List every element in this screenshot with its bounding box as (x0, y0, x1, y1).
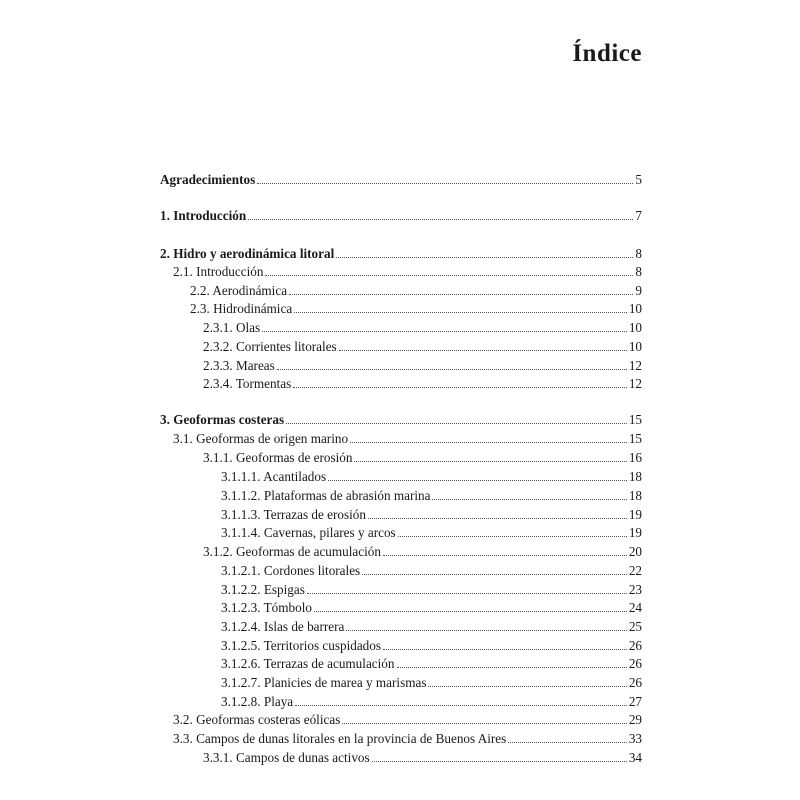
dot-leader (248, 219, 633, 220)
toc-entry-page-number: 12 (628, 376, 642, 391)
toc-entry-page-number: 19 (628, 525, 642, 540)
toc-entry (160, 244, 642, 262)
toc-entry-page-number: 7 (635, 208, 642, 223)
dot-leader (383, 555, 627, 556)
toc-entry-label: 3.1.2.3. Tómbolo (221, 600, 312, 615)
dot-leader (368, 518, 627, 519)
toc-entry (160, 410, 642, 428)
dot-leader (294, 312, 627, 313)
dot-leader (339, 350, 627, 351)
dot-leader (295, 705, 627, 706)
toc-entry (221, 636, 642, 654)
toc-entry (190, 281, 642, 299)
toc-entry-label: 3.1.2.7. Planicies de marea y marismas (221, 675, 427, 690)
toc-entry-page-number: 15 (628, 431, 642, 446)
toc-entry-label: 3.1.1. Geoformas de erosión (203, 450, 353, 465)
toc-entry-page-number: 10 (628, 339, 642, 354)
toc-entry (173, 262, 642, 280)
toc-entry-page-number: 18 (628, 469, 642, 484)
toc-entry-page-number: 10 (628, 301, 642, 316)
toc-entry-page-number: 9 (635, 283, 642, 298)
toc-entry-page-number: 29 (628, 712, 642, 727)
dot-leader (262, 331, 627, 332)
dot-leader (286, 423, 627, 424)
toc-entry-label: 3.1.2. Geoformas de acumulación (203, 544, 381, 559)
toc-entry-page-number: 5 (635, 172, 642, 187)
toc-entry-label: 2.1. Introducción (173, 264, 264, 279)
toc-entry (203, 448, 642, 466)
toc-entry-page-number: 24 (628, 600, 642, 615)
dot-leader (398, 536, 627, 537)
toc-entry-page-number: 19 (628, 507, 642, 522)
dot-leader (354, 461, 626, 462)
dot-leader (350, 442, 627, 443)
toc-entry-page-number: 15 (628, 412, 642, 427)
dot-leader (328, 480, 627, 481)
toc-entry (203, 748, 642, 766)
toc-entry (203, 374, 642, 392)
toc-entry-page-number: 10 (628, 320, 642, 335)
toc-entry-page-number: 26 (628, 656, 642, 671)
dot-leader (336, 257, 633, 258)
dot-leader (289, 294, 633, 295)
dot-leader (277, 369, 627, 370)
toc-entry (160, 206, 642, 224)
toc-entry (173, 429, 642, 447)
toc-entry-page-number: 8 (635, 246, 642, 261)
toc-entry-label: 3.1.1.1. Acantilados (221, 469, 327, 484)
dot-leader (342, 723, 626, 724)
toc-entry-label: 3.2. Geoformas costeras eólicas (173, 712, 341, 727)
toc-entry (173, 710, 642, 728)
toc-entry-label: 2.2. Aerodinámica (190, 283, 288, 298)
toc-entry-label: 1. Introducción (160, 208, 247, 223)
dot-leader (307, 593, 627, 594)
toc-entry (221, 505, 642, 523)
toc-entry (221, 598, 642, 616)
toc-entry-label: 3. Geoformas costeras (160, 412, 285, 427)
toc-entry-label: 2.3.1. Olas (203, 320, 261, 335)
toc-entry-page-number: 18 (628, 488, 642, 503)
toc-entry-label: 3.1.1.4. Cavernas, pilares y arcos (221, 525, 396, 540)
dot-leader (428, 686, 626, 687)
toc-entry (221, 654, 642, 672)
toc-entry (221, 486, 642, 504)
toc-entry (221, 523, 642, 541)
toc-entry (221, 580, 642, 598)
dot-leader (314, 611, 627, 612)
toc-entry-label: 3.1.2.4. Islas de barrera (221, 619, 345, 634)
dot-leader (383, 649, 627, 650)
dot-leader (508, 742, 627, 743)
dot-leader (397, 667, 627, 668)
dot-leader (432, 499, 626, 500)
toc-entry (221, 467, 642, 485)
toc-entry-label: 2.3.3. Mareas (203, 358, 275, 373)
dot-leader (265, 275, 633, 276)
toc-entry-page-number: 26 (628, 675, 642, 690)
page-title: Índice (572, 40, 642, 67)
toc-entry (221, 692, 642, 710)
toc-entry-label: 2. Hidro y aerodinámica litoral (160, 246, 335, 261)
toc-entry-label: 3.1.2.1. Cordones litorales (221, 563, 361, 578)
toc-entry-page-number: 22 (628, 563, 642, 578)
toc-entry (221, 561, 642, 579)
toc-entry (160, 170, 642, 188)
toc-entry-page-number: 20 (628, 544, 642, 559)
toc-entry-label: 2.3.4. Tormentas (203, 376, 292, 391)
toc-entry-label: 3.1.2.2. Espigas (221, 582, 305, 597)
toc-entry (203, 318, 642, 336)
toc-entry-page-number: 12 (628, 358, 642, 373)
toc-entry-page-number: 27 (628, 694, 642, 709)
toc-entry-label: 3.3. Campos de dunas litorales en la provincia de Buenos Aires (173, 731, 507, 746)
toc-entry-page-number: 26 (628, 638, 642, 653)
toc-entry (203, 356, 642, 374)
dot-leader (362, 574, 627, 575)
toc-entry-label: 2.3. Hidrodinámica (190, 301, 293, 316)
toc-entry-label: 3.1.1.2. Plataformas de abrasión marina (221, 488, 431, 503)
toc-entry-label: 3.1.2.8. Playa (221, 694, 294, 709)
toc-entry-page-number: 25 (628, 619, 642, 634)
dot-leader (293, 387, 627, 388)
toc-entry (173, 729, 642, 747)
toc-entry-page-number: 23 (628, 582, 642, 597)
toc-entry (221, 617, 642, 635)
toc-entry (221, 673, 642, 691)
toc-entry-label: 3.1.2.5. Territorios cuspidados (221, 638, 381, 653)
dot-leader (346, 630, 626, 631)
toc-entry-label: Agradecimientos (160, 172, 256, 187)
toc-entry-page-number: 33 (628, 731, 642, 746)
toc-entry-label: 3.1. Geoformas de origen marino (173, 431, 349, 446)
toc-entry (190, 299, 642, 317)
toc-entry-label: 2.3.2. Corrientes litorales (203, 339, 337, 354)
toc-entry (203, 542, 642, 560)
toc-entry-page-number: 8 (635, 264, 642, 279)
dot-leader (257, 183, 633, 184)
dot-leader (372, 761, 627, 762)
toc-entry-label: 3.1.2.6. Terrazas de acumulación (221, 656, 395, 671)
toc-entry-label: 3.1.1.3. Terrazas de erosión (221, 507, 366, 522)
toc-entry (203, 337, 642, 355)
toc-entry-page-number: 16 (628, 450, 642, 465)
toc-entry-label: 3.3.1. Campos de dunas activos (203, 750, 370, 765)
toc-entry-page-number: 34 (628, 750, 642, 765)
